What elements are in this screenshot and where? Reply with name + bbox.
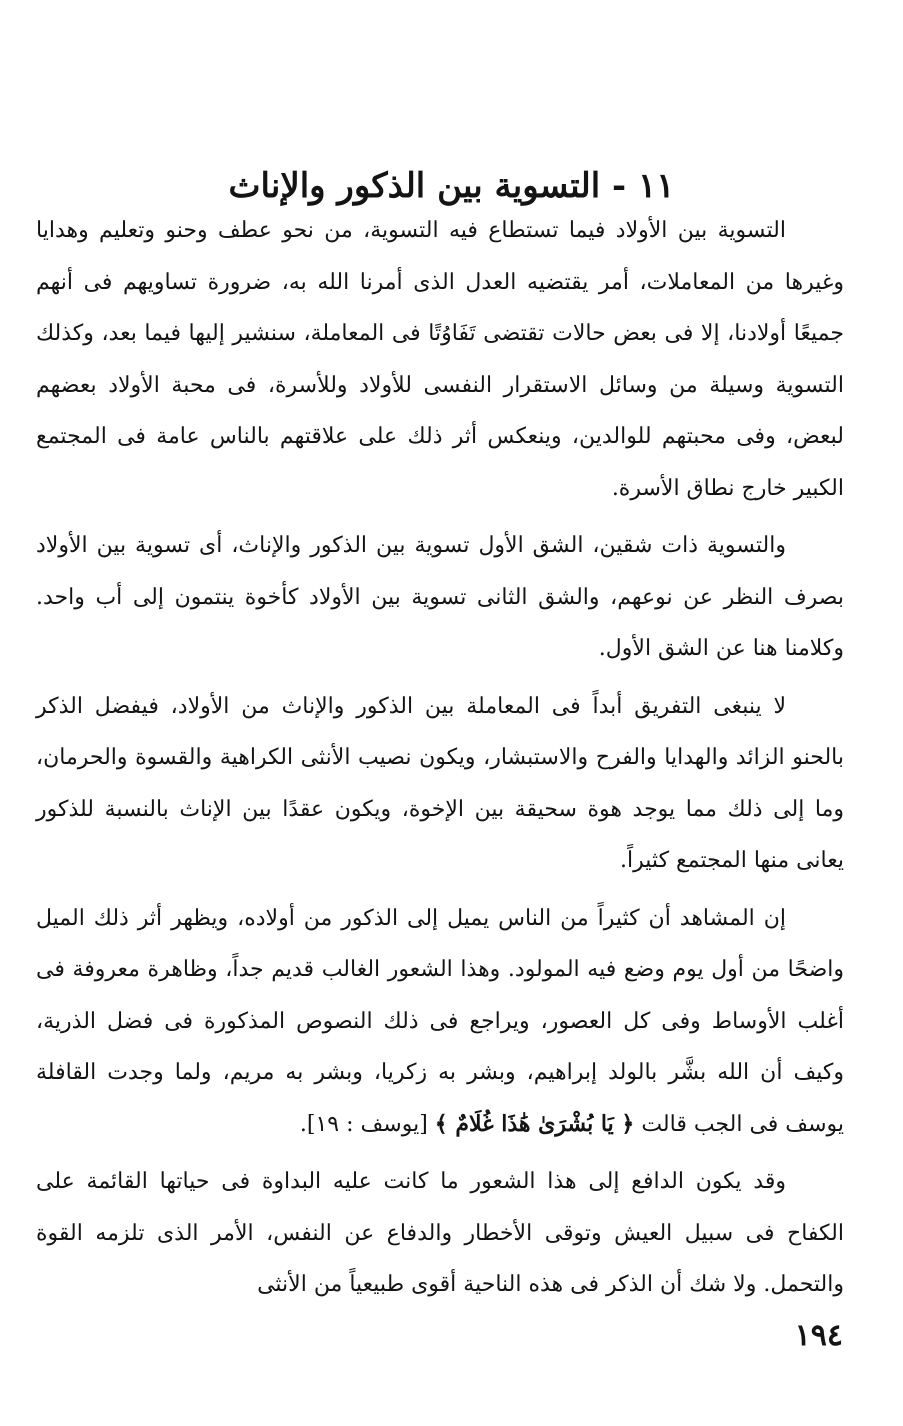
- page-number: ١٩٤: [794, 1318, 843, 1353]
- paragraph-3: [36, 681, 844, 887]
- paragraph-5: [36, 1156, 844, 1311]
- paragraph-5-text: وقد يكون الدافع إلى هذا الشعور ما كانت عليه البداوة فى حياتها القائمة على الكفاح فى سبيل العيش وتوقى الأخطار والدفاع عن النفس، الأمر الذى تلزمه القوة والتحمل. ولا شك أن الذكر فى هذه الناحية أقوى طبيعياً من الأنثى: [36, 1169, 844, 1297]
- paragraph-1-text: التسوية بين الأولاد فيما تستطاع فيه التسوية، من نحو عطف وحنو وتعليم وهدايا وغيرها من المعاملات، أمر يقتضيه العدل الذى أمرنا الله به، ضرورة تساويهم فى أنهم جميعًا أولادنا، إلا فى بعض حالات تقتضى تَفَاوُتًا فى المعاملة، سنشير إليها فيما بعد، وكذلك التسوية وسيلة من وسائل الاستقرار النفسى للأولاد وللأسرة، فى محبة الأولاد بعضهم لبعض، وفى محبتهم للوالدين، وينعكس أثر ذلك على علاقتهم بالناس عامة فى المجتمع الكبير خارج نطاق الأسرة.: [36, 218, 844, 501]
- quran-quote: ﴿ يَا بُشْرَىٰ هَٰذَا غُلَامٌ ﴾: [434, 1110, 635, 1137]
- paragraph-2-text: والتسوية ذات شقين، الشق الأول تسوية بين الذكور والإناث، أى تسوية بين الأولاد بصرف النظر عن نوعهم، والشق الثانى تسوية بين الأولاد كأخوة ينتمون إلى أب واحد. وكلامنا هنا عن الشق الأول.: [36, 533, 844, 661]
- paragraph-2: [36, 520, 844, 675]
- paragraph-4: [36, 893, 844, 1151]
- paragraph-3-text: لا ينبغى التفريق أبداً فى المعاملة بين الذكور والإناث من الأولاد، فيفضل الذكر بالحنو الزائد والهدايا والفرح والاستبشار، ويكون نصيب الأنثى الكراهية والقسوة والحرمان، وما إلى ذلك مما يوجد هوة سحيقة بين الإخوة، ويكون عقدًا بين الإناث بالنسبة للذكور يعانى منها المجتمع كثيراً.: [36, 693, 844, 873]
- chapter-title: ١١ - التسوية بين الذكور والإناث: [228, 165, 675, 206]
- quran-citation: [يوسف : ١٩].: [299, 1111, 428, 1137]
- paragraph-1: [36, 205, 844, 514]
- body-text: [36, 205, 844, 1317]
- paragraph-4-text: إن المشاهد أن كثيراً من الناس يميل إلى الذكور من أولاده، ويظهر أثر ذلك الميل واضحًا من أول يوم وضع فيه المولود. وهذا الشعور الغالب قديم جداً، وظاهرة معروفة فى أغلب الأوساط وفى كل العصور، ويراجع فى ذلك النصوص المذكورة فى فضل الذرية، وكيف أن الله بشَّر بالولد إبراهيم، وبشر به زكريا، وبشر به مريم، ولما وجدت القافلة يوسف فى الجب قالت: [36, 905, 844, 1137]
